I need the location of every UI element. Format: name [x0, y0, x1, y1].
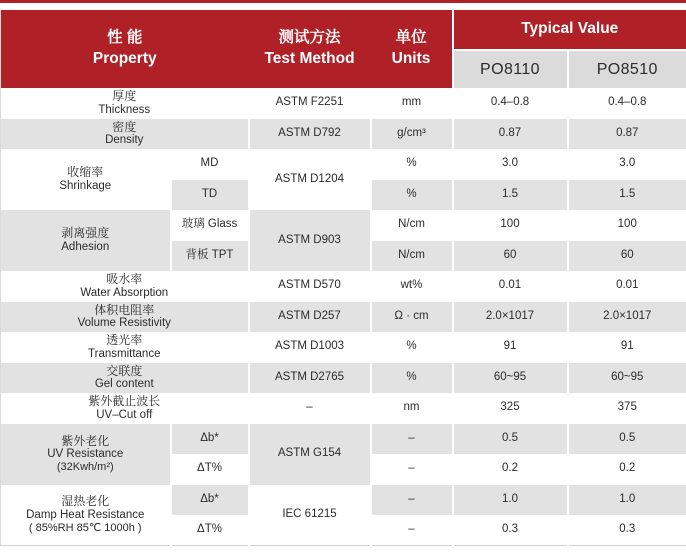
value-cell-po8510: 0.87 [568, 119, 686, 150]
table-row [1, 424, 686, 455]
sub-cell: Δb* [171, 424, 249, 455]
sub-cell: Δb* [171, 485, 249, 516]
property-zh: 紫外老化 [61, 433, 110, 448]
table-row [1, 393, 686, 424]
units-cell: % [371, 149, 453, 180]
units-cell: mm [371, 88, 453, 119]
value-cell-po8510: 60~95 [568, 363, 686, 394]
units-cell: – [371, 515, 453, 546]
value-cell-po8510: 2.0×1017 [568, 302, 686, 333]
header-typical-value: Typical Value [453, 10, 686, 50]
method-cell: ASTM F2251 [249, 88, 371, 119]
value-cell-po8510: 0.2 [568, 454, 686, 485]
value-cell-po8110: 1.5 [453, 180, 568, 211]
table-row [1, 271, 686, 302]
property-cell [1, 271, 249, 302]
table-row [1, 302, 686, 333]
property-cell [1, 363, 249, 394]
table-row [1, 363, 686, 394]
property-en: Gel content [94, 378, 154, 391]
property-cell [1, 424, 171, 485]
value-cell-po8510: 91 [568, 332, 686, 363]
header-property-en: Property [92, 50, 157, 67]
property-en: Transmittance [88, 347, 161, 360]
header-product-po8110: PO8110 [453, 50, 568, 88]
units-cell: wt% [371, 271, 453, 302]
property-cell [1, 332, 249, 363]
property-en: Damp Heat Resistance [26, 508, 145, 521]
value-cell-po8510: 100 [568, 210, 686, 241]
value-cell-po8510: 3.0 [568, 149, 686, 180]
method-cell: – [249, 393, 371, 424]
table-header [1, 10, 686, 88]
table-row [1, 210, 686, 241]
value-cell-po8110: 3.0 [453, 149, 568, 180]
units-cell: % [371, 180, 453, 211]
property-en: UV–Cut off [96, 408, 153, 421]
value-cell-po8110: 0.4–0.8 [453, 88, 568, 119]
value-cell-po8110: 2.0×1017 [453, 302, 568, 333]
property-zh: 收缩率 [67, 165, 104, 180]
property-zh: 厚度 [112, 89, 137, 104]
value-cell-po8110: 100 [453, 210, 568, 241]
units-cell: Ω · cm [371, 302, 453, 333]
header-test-method [249, 10, 371, 88]
property-en: Density [105, 134, 144, 147]
sub-cell: 背板 TPT [171, 241, 249, 272]
property-cell [1, 119, 249, 150]
property-note: (32Kwh/m²) [56, 461, 114, 473]
value-cell-po8510: 1.0 [568, 485, 686, 516]
value-cell-po8510: 60 [568, 241, 686, 272]
units-cell: – [371, 424, 453, 455]
value-cell-po8110: 0.2 [453, 454, 568, 485]
method-cell: ASTM D2765 [249, 363, 371, 394]
property-en: UV Resistance [47, 448, 124, 461]
sub-cell: ΔT% [171, 454, 249, 485]
sub-cell: TD [171, 180, 249, 211]
table-row [1, 88, 686, 119]
sub-cell: ΔT% [171, 515, 249, 546]
value-cell-po8110: 1.0 [453, 485, 568, 516]
method-cell: IEC 61215 [249, 485, 371, 546]
property-zh: 紫外截止波长 [88, 394, 161, 409]
value-cell-po8510: 0.01 [568, 271, 686, 302]
property-zh: 剥离强度 [61, 226, 110, 241]
property-cell [1, 485, 171, 546]
table-row [1, 119, 686, 150]
header-test-method-en: Test Method [264, 50, 355, 67]
method-cell: ASTM D257 [249, 302, 371, 333]
property-cell [1, 88, 249, 119]
property-zh: 吸水率 [106, 272, 143, 287]
property-en: Water Absorption [80, 286, 169, 299]
value-cell-po8510: 0.3 [568, 515, 686, 546]
units-cell: % [371, 363, 453, 394]
method-cell: ASTM D1003 [249, 332, 371, 363]
value-cell-po8110: 0.87 [453, 119, 568, 150]
units-cell: N/cm [371, 241, 453, 272]
table-body [1, 88, 686, 546]
units-cell: – [371, 454, 453, 485]
property-zh: 交联度 [106, 363, 143, 378]
header-test-method-zh: 测试方法 [278, 29, 341, 47]
property-zh: 密度 [112, 119, 137, 134]
value-cell-po8510: 0.4–0.8 [568, 88, 686, 119]
value-cell-po8110: 60 [453, 241, 568, 272]
table-row [1, 149, 686, 180]
property-zh: 体积电阻率 [94, 302, 155, 317]
property-zh: 透光率 [106, 333, 143, 348]
units-cell: – [371, 485, 453, 516]
table-row [1, 485, 686, 516]
units-cell: nm [371, 393, 453, 424]
units-cell: N/cm [371, 210, 453, 241]
value-cell-po8110: 60~95 [453, 363, 568, 394]
value-cell-po8110: 0.5 [453, 424, 568, 455]
property-note: ( 85%RH 85℃ 1000h ) [28, 521, 142, 534]
property-en: Adhesion [61, 240, 110, 253]
value-cell-po8510: 375 [568, 393, 686, 424]
property-cell [1, 149, 171, 210]
value-cell-po8510: 0.5 [568, 424, 686, 455]
method-cell: ASTM D570 [249, 271, 371, 302]
property-en: Volume Resistivity [77, 317, 171, 330]
value-cell-po8110: 325 [453, 393, 568, 424]
header-units-en: Units [391, 50, 431, 67]
value-cell-po8110: 0.3 [453, 515, 568, 546]
header-property [1, 10, 249, 88]
value-cell-po8510: 1.5 [568, 180, 686, 211]
units-cell: % [371, 332, 453, 363]
method-cell: ASTM D1204 [249, 149, 371, 210]
header-property-zh: 性 能 [107, 29, 143, 47]
value-cell-po8110: 91 [453, 332, 568, 363]
sub-cell: MD [171, 149, 249, 180]
sub-cell: 玻璃 Glass [171, 210, 249, 241]
value-cell-po8110: 0.01 [453, 271, 568, 302]
method-cell: ASTM G154 [249, 424, 371, 485]
property-en: Shrinkage [59, 179, 112, 192]
property-cell [1, 393, 249, 424]
header-product-po8510: PO8510 [568, 50, 686, 88]
method-cell: ASTM D792 [249, 119, 371, 150]
property-cell [1, 210, 171, 271]
top-accent-line [0, 0, 686, 3]
spec-table [0, 10, 686, 546]
property-en: Thickness [98, 103, 151, 116]
units-cell: g/cm³ [371, 119, 453, 150]
header-units [371, 10, 453, 88]
property-cell [1, 302, 249, 333]
property-zh: 湿热老化 [61, 494, 110, 509]
header-units-zh: 单位 [395, 29, 427, 47]
table-row [1, 332, 686, 363]
method-cell: ASTM D903 [249, 210, 371, 271]
